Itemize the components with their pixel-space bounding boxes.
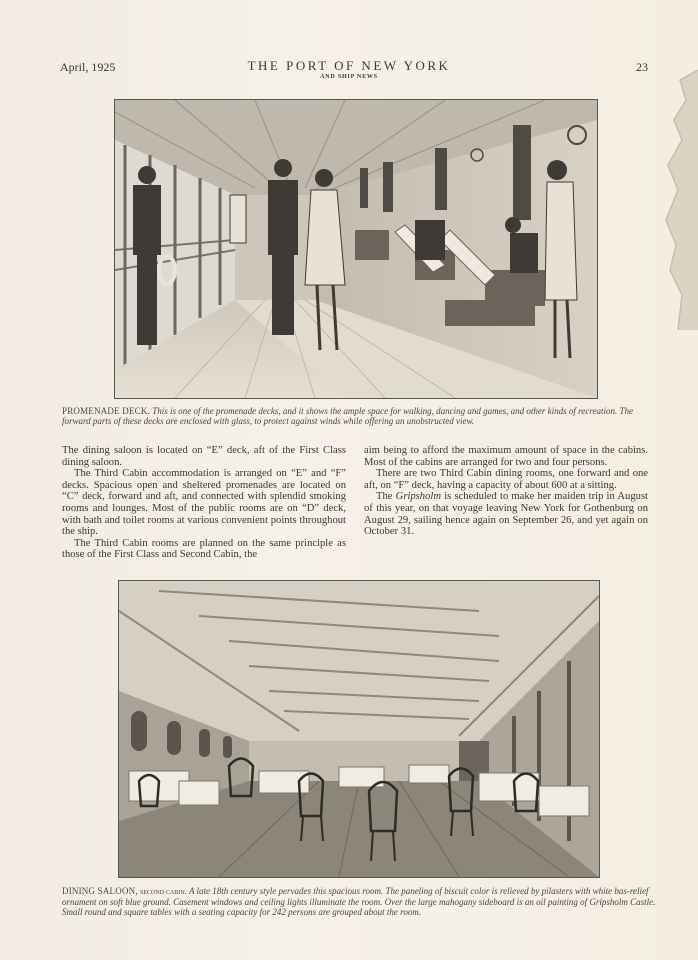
paragraph: The dining saloon is located on “E” deck, aft of the First Class dining saloon. xyxy=(62,445,346,468)
paragraph: The Third Cabin rooms are planned on the same principle as those of the First Class and Second Cabin, the xyxy=(62,537,346,561)
running-header xyxy=(0,58,698,88)
ship-name: Gripsholm xyxy=(395,491,441,503)
dining-saloon-caption xyxy=(62,886,656,917)
caption-text: This is one of the promenade decks, and it shows the ample space for walking, dancing and games, and other kinds of recreation. The forward parts of these decks are enclosed with glass, to protect against winds while offering an unobstructed view. xyxy=(62,406,633,426)
article-column-right xyxy=(364,445,648,538)
promenade-deck-caption xyxy=(62,406,652,426)
promenade-deck-photo xyxy=(114,99,598,399)
caption-heading: DINING SALOON, xyxy=(62,886,138,896)
page-number: 23 xyxy=(636,60,648,74)
magazine-title: THE PORT OF NEW YORK xyxy=(247,58,451,73)
torn-page-edge xyxy=(638,70,698,330)
paragraph: There are two Third Cabin dining rooms, one forward and one aft, on “F” deck, having a capacity of about 600 at a sitting. xyxy=(364,468,648,491)
caption-text: A late 18th century style pervades this spacious room. The paneling of biscuit color is relieved by pilasters with white bas-relief ornament on soft blue ground. Casement windows and ceiling lights illuminate the room. Over the large mahogany sideboard is an oil painting of Gripsholm Castle. Small round and square tables with a seating capacity for 242 persons are grouped about the room. xyxy=(62,886,656,917)
dining-saloon-photo xyxy=(118,580,600,878)
article-column-left xyxy=(62,445,346,561)
magazine-subtitle: AND SHIP NEWS xyxy=(320,74,378,80)
caption-subheading: second cabin. xyxy=(140,887,187,896)
caption-heading: PROMENADE DECK. xyxy=(62,406,151,416)
issue-date: April, 1925 xyxy=(60,60,116,74)
text-run: The xyxy=(376,491,396,503)
paragraph: aim being to afford the maximum amount of space in the cabins. Most of the cabins are arranged for two and four persons. xyxy=(364,445,648,468)
paragraph: The Third Cabin accommodation is arranged on “E” and “F” decks. Spacious open and sheltered promenades are located on “C” deck, forward and aft, and connected with splendid smoking rooms and lounges. Most of the public rooms are on “D” deck, with bath and toilet rooms at various convenient points throughout the ship. xyxy=(62,468,346,538)
text-run: is scheduled to make her maiden trip in August of this year, on that voyage leaving New York for Gothenburg on August 29, sailing hence again on September 26, and yet again on October 31. xyxy=(364,491,649,538)
paragraph-maiden-trip xyxy=(364,491,648,537)
